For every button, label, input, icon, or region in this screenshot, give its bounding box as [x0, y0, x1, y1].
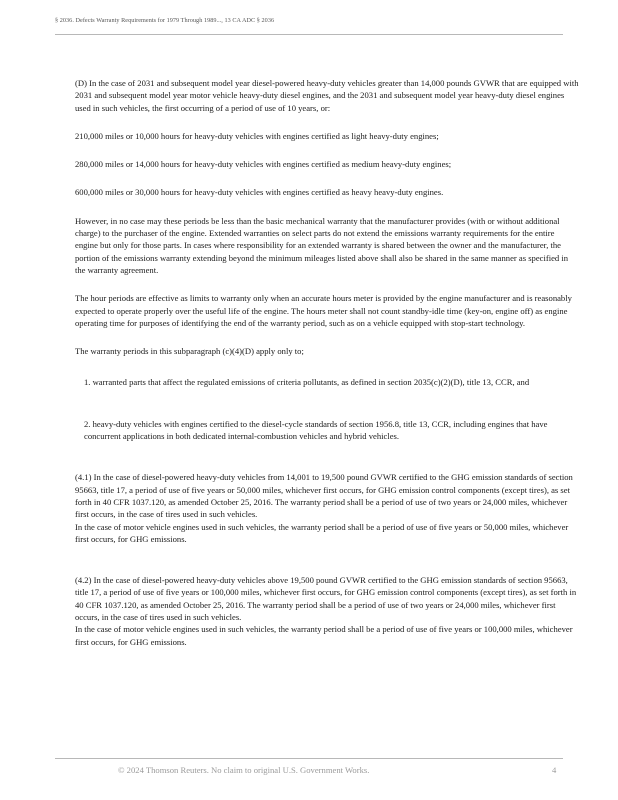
- document-body: [75, 77, 579, 664]
- paragraph-light-duty-limit: 210,000 miles or 10,000 hours for heavy-duty vehicles with engines certified as light heavy-duty engines;: [75, 130, 439, 141]
- copyright-notice: © 2024 Thomson Reuters. No claim to original U.S. Government Works.: [118, 765, 370, 775]
- paragraph-4-2-engines: In the case of motor vehicle engines used in such vehicles, the warranty period shall be a period of use of five years or 100,000 miles, whichever first occurs, for GHG emissions.: [75, 624, 573, 647]
- paragraph-4-2-components: (4.2) In the case of diesel-powered heavy-duty vehicles above 19,500 pound GVWR certified to the GHG emission standards of section 95663, title 17, a period of use of five years or 100,000 miles, whichever first occurs, for GHG emission control components (except tires), as set forth in 40 CFR 1037.120, as amended October 25, 2016. The warranty period shall be a period of use of two years or 24,000 miles, whichever first occurs, in the case of tires used in such vehicles.: [75, 575, 577, 623]
- paragraph-4-1-engines: In the case of motor vehicle engines used in such vehicles, the warranty period shall be a period of use of five years or 50,000 miles, whichever first occurs, for GHG emissions.: [75, 521, 569, 544]
- paragraph-d-intro: (D) In the case of 2031 and subsequent model year diesel-powered heavy-duty vehicles greater than 14,000 pounds GVWR that are equipped with 2031 and subsequent model year motor vehicle heavy-duty diesel engines, and the 2031 and subsequent model year heavy-duty diesel engines used in such vehicles, the first occurring of a period of use of 10 years, or:: [75, 78, 579, 113]
- paragraph-basic-warranty: However, in no case may these periods be less than the basic mechanical warranty that the manufacturer provides (with or without additional charge) to the purchaser of the engine. Extended warranties on select parts do not extend the emissions warranty requirements for the entire engine but only for those parts. In cases where responsibility for an extended warranty is shared between the owner and the manufacturer, the portion of the emissions warranty extending beyond the minimum mileages listed above shall also be shared in the same manner as specified in the warranty agreement.: [75, 215, 569, 275]
- running-header: § 2036. Defects Warranty Requirements for 1979 Through 1989..., 13 CA ADC § 2036: [55, 17, 275, 24]
- paragraph-4-1: [75, 471, 579, 545]
- paragraph-applicability: The warranty periods in this subparagraph (c)(4)(D) apply only to;: [75, 346, 304, 357]
- paragraph-medium-duty-limit: 280,000 miles or 14,000 hours for heavy-duty vehicles with engines certified as medium heavy-duty engines;: [75, 159, 452, 170]
- header-divider: [55, 34, 563, 35]
- list-item-heavy-duty-vehicles: 2. heavy-duty vehicles with engines certified to the diesel-cycle standards of section 1956.8, title 13, CCR, including engines that have concurrent applications in both dedicated internal-combustion vehicles and hybrid vehicles.: [84, 418, 548, 442]
- page-number: 4: [552, 765, 557, 775]
- paragraph-hours-meter: The hour periods are effective as limits to warranty only when an accurate hours meter is provided by the engine manufacturer and is reasonably expected to operate properly over the useful life of the engine. The hours meter shall not count standby-idle time (key-on, engine off) as engine operating time for purposes of identifying the end of the warranty period, such as on a vehicle equipped with stop-start technology.: [75, 293, 572, 328]
- paragraph-4-2: [75, 574, 579, 648]
- footer-divider: [55, 758, 563, 759]
- list-item-warranted-parts: 1. warranted parts that affect the regulated emissions of criteria pollutants, as defined in section 2035(c)(2)(D), title 13, CCR, and: [84, 377, 530, 388]
- paragraph-heavy-duty-limit: 600,000 miles or 30,000 hours for heavy-duty vehicles with engines certified as heavy heavy-duty engines.: [75, 187, 444, 198]
- paragraph-4-1-components: (4.1) In the case of diesel-powered heavy-duty vehicles from 14,001 to 19,500 pound GVWR certified to the GHG emission standards of section 95663, title 17, a period of use of five years or 50,000 miles, whichever first occurs, for GHG emission control components (except tires), as set forth in 40 CFR 1037.120, as amended October 25, 2016. The warranty period shall be a period of use of two years or 24,000 miles, whichever first occurs, in the case of tires used in such vehicles.: [75, 472, 573, 520]
